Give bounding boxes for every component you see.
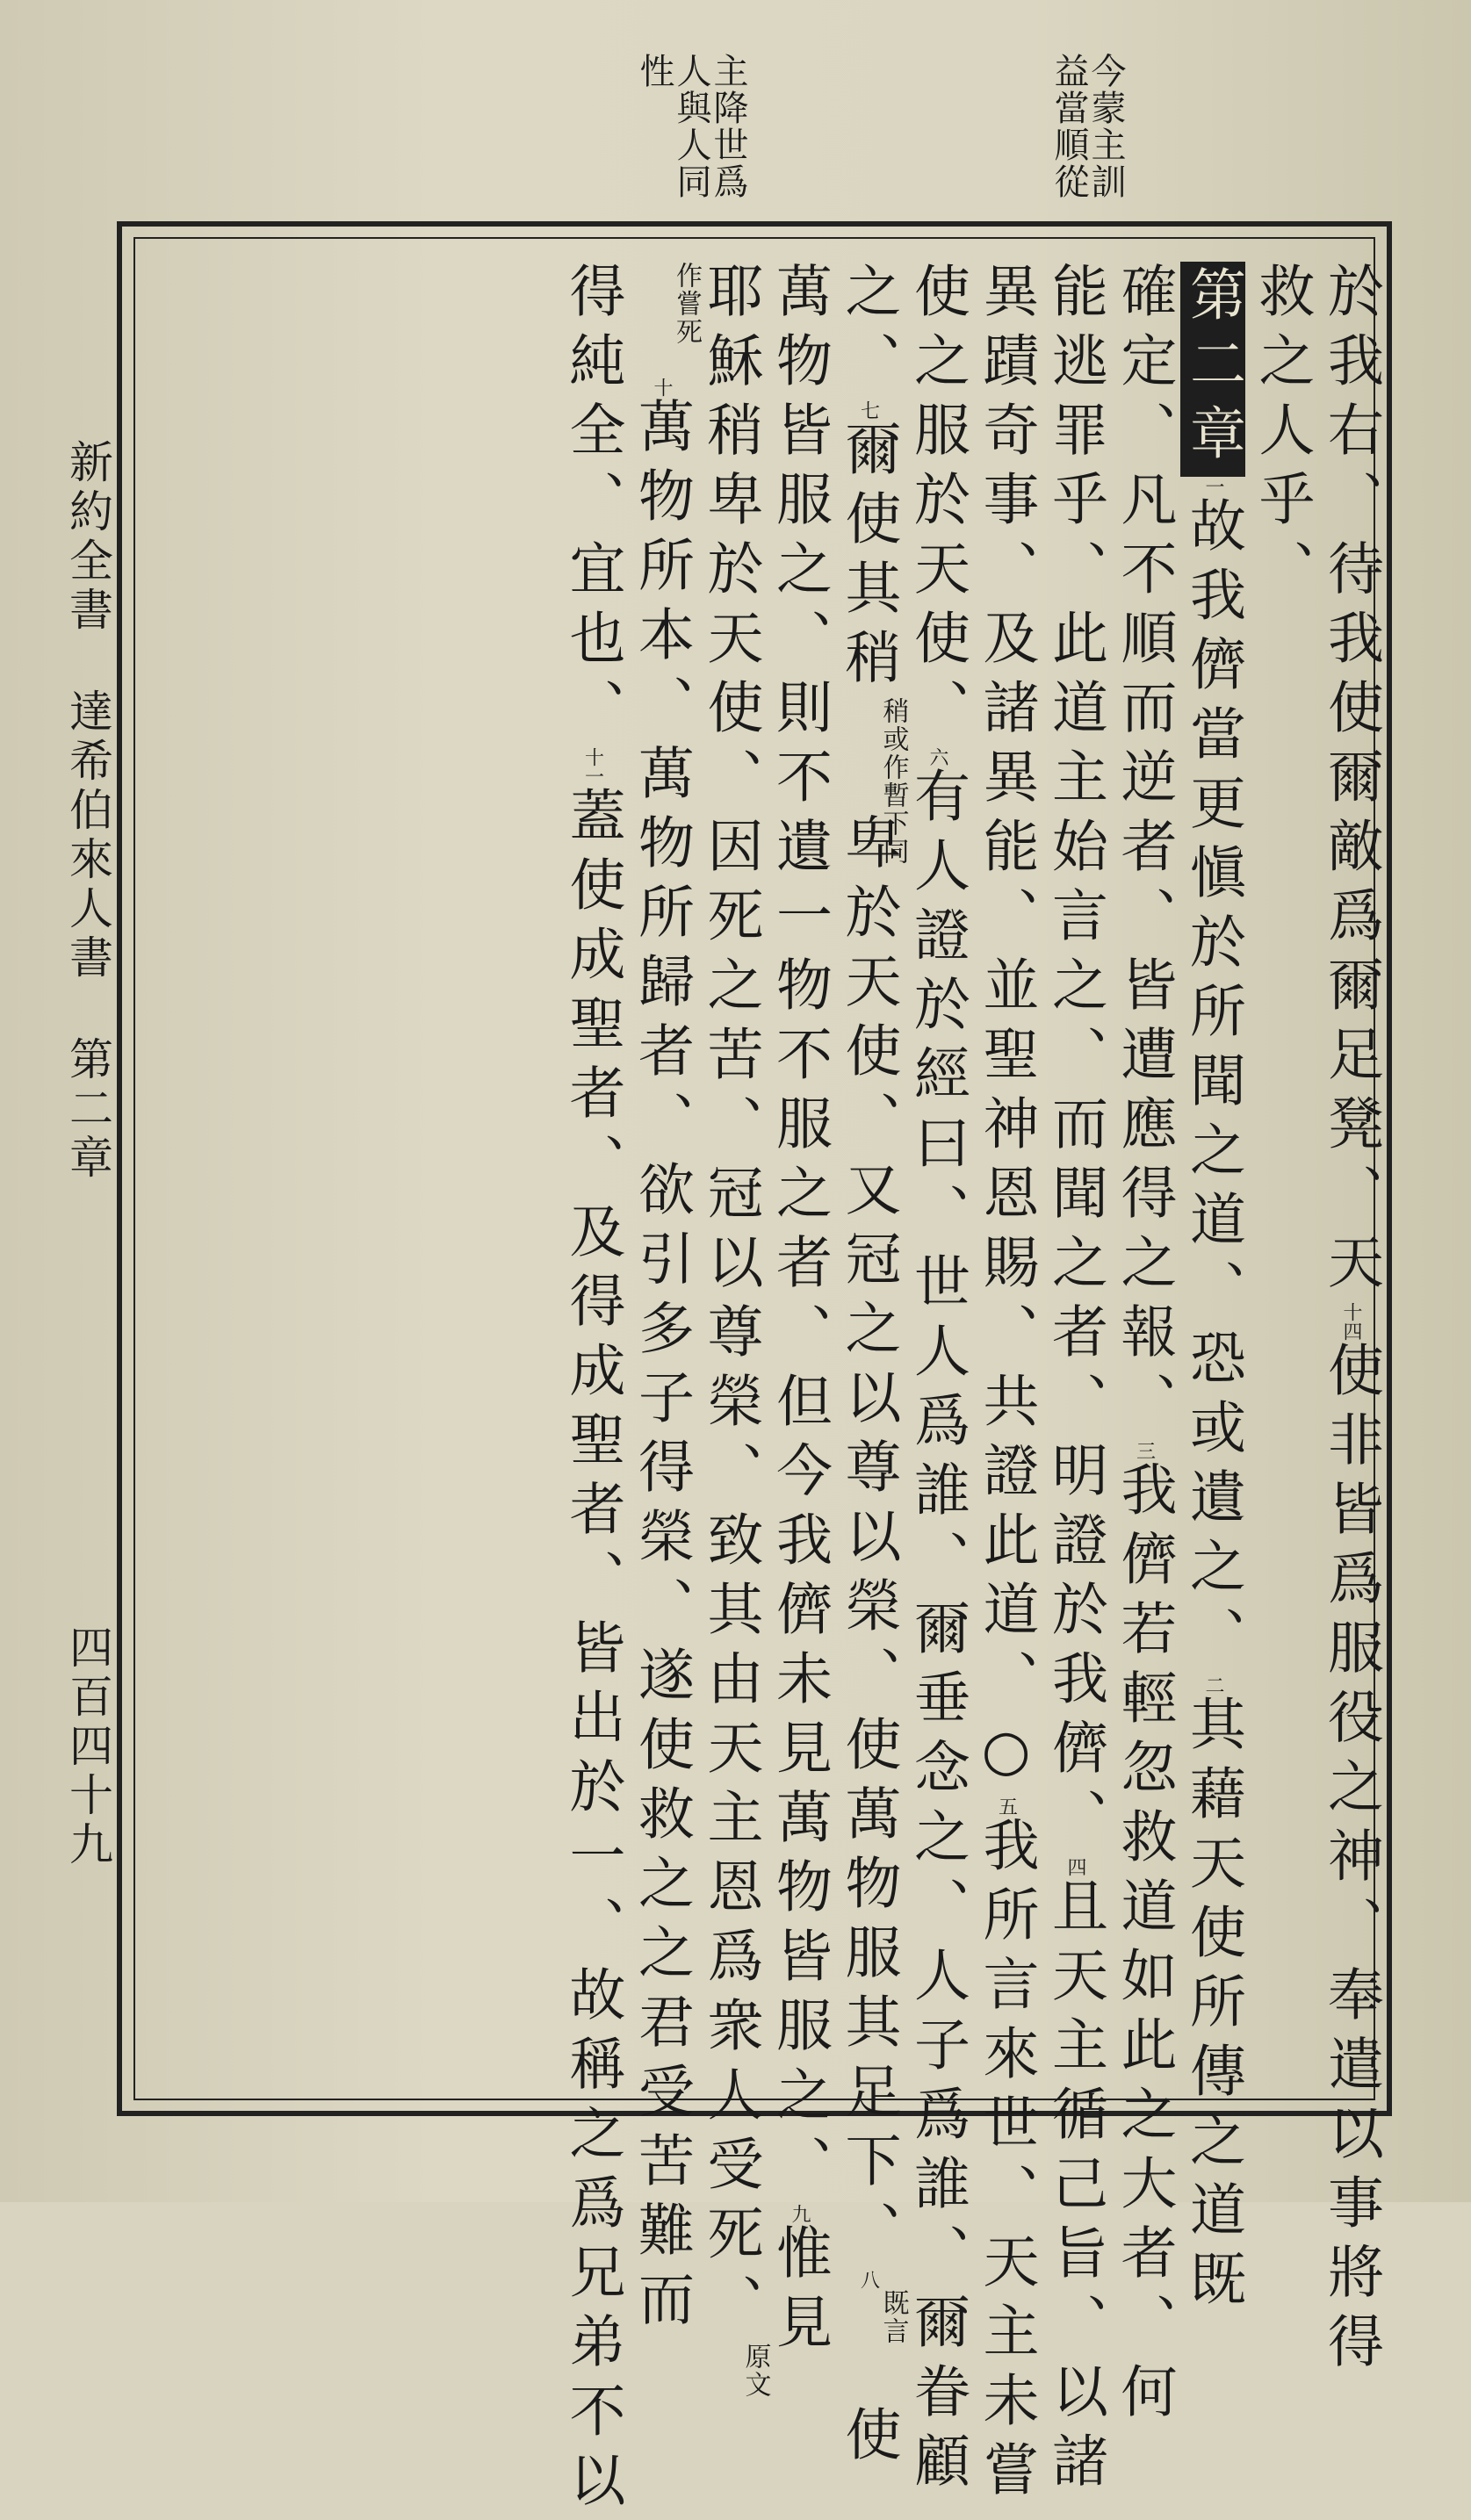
text-column — [898, 262, 977, 2501]
text-segment: 蓋使成聖者、及得成聖者、皆出於一、故稱之爲兄弟不以 — [559, 786, 625, 2520]
verse-number: 二 — [1202, 1675, 1224, 1695]
footer-chapter: 第二章 — [62, 1036, 113, 1184]
text-segment: 耶穌稍卑於天使、因死之苦、冠以尊榮、致其由天主恩爲衆人受死、 — [697, 262, 763, 2343]
verse-number: 十 — [651, 378, 673, 397]
text-segment: 其藉天使所傳之道既 — [1180, 1695, 1245, 2319]
text-column — [829, 262, 909, 2474]
verse-number: 八 — [857, 2270, 880, 2289]
text-column — [1035, 262, 1114, 2501]
text-segment: 使 — [835, 2405, 901, 2474]
text-segment: 萬物所本、萬物所歸者、欲引多子得榮、遂使救之之君受苦難而 — [629, 397, 694, 2339]
text-segment: 惟見 — [767, 2223, 832, 2362]
text-segment: 且天主循己旨、以諸 — [1042, 1876, 1107, 2501]
text-segment: 異蹟奇事、及諸異能、並聖神恩賜、共證此道、○ — [973, 262, 1039, 1796]
verse-number: 六 — [927, 747, 948, 767]
text-segment: 卑於天使、又冠之以尊以榮、使萬物服其足下、 — [835, 813, 901, 2270]
verse-number: 三 — [1133, 1441, 1156, 1460]
text-segment: 我儕若輕忽救道如此之大者、何 — [1111, 1460, 1177, 2431]
verse-number: 一 — [1202, 477, 1224, 496]
text-segment: 於我右、待我使爾敵爲爾足凳、天 — [1318, 262, 1383, 1302]
verse-number: 四 — [1064, 1857, 1086, 1876]
text-column — [622, 262, 702, 2339]
text-column — [967, 262, 1046, 2509]
marginal-note-left: 主降世爲人與人同性 — [634, 53, 748, 200]
interlinear-note: 稍或作暫下同 — [877, 697, 909, 866]
page-number: 四百四十九 — [62, 1624, 113, 1870]
text-column — [1173, 262, 1252, 2319]
marginal-note-right: 今蒙主訓益當順從 — [1049, 53, 1126, 200]
verse-number: 十一 — [581, 747, 604, 786]
interlinear-note: 原文 — [739, 2343, 771, 2399]
interlinear-note: 既言 — [877, 2289, 909, 2345]
verse-number: 五 — [995, 1796, 1018, 1816]
text-segment: 爾使其稍 — [835, 420, 901, 697]
text-segment: 我所言來世、天主未嘗 — [973, 1816, 1039, 2509]
text-segment: 確定、凡不順而逆者、皆遭應得之報、 — [1111, 262, 1177, 1441]
text-segment: 得純全、宜也、 — [559, 262, 625, 747]
footer-book-title: 新約全書 — [62, 439, 113, 636]
text-segment: 有人證於經曰、世人爲誰、爾垂念之、人子爲誰、爾眷顧 — [905, 767, 970, 2501]
verse-number: 七 — [857, 400, 880, 420]
text-segment: 故我儕當更愼於所聞之道、恐或遺之、 — [1180, 496, 1245, 1675]
text-column — [760, 262, 839, 2362]
text-column — [1105, 262, 1184, 2431]
footer-epistle-title: 達希伯來人書 — [62, 688, 113, 983]
verse-number: 九 — [789, 2204, 811, 2223]
text-column — [553, 262, 632, 2520]
text-segment: 能逃罪乎、此道主始言之、而聞之者、明證於我儕、 — [1042, 262, 1107, 1857]
text-segment: 萬物皆服之、則不遺一物不服之者、但今我儕未見萬物皆服之、 — [767, 262, 832, 2204]
text-segment: 之、 — [835, 262, 901, 400]
text-column — [1243, 262, 1322, 2088]
text-segment: 使之服於天使、 — [905, 262, 970, 747]
interlinear-note: 作嘗死 — [671, 262, 702, 346]
text-segment: 救之人乎、 — [1249, 262, 1315, 608]
text-column — [691, 262, 771, 2399]
chapter-heading: 第二章 — [1180, 262, 1245, 477]
text-column — [1311, 262, 1390, 2381]
verse-number: 十四 — [1340, 1302, 1362, 1341]
text-segment: 使非皆爲服役之神、奉遣以事將得 — [1318, 1341, 1383, 2381]
